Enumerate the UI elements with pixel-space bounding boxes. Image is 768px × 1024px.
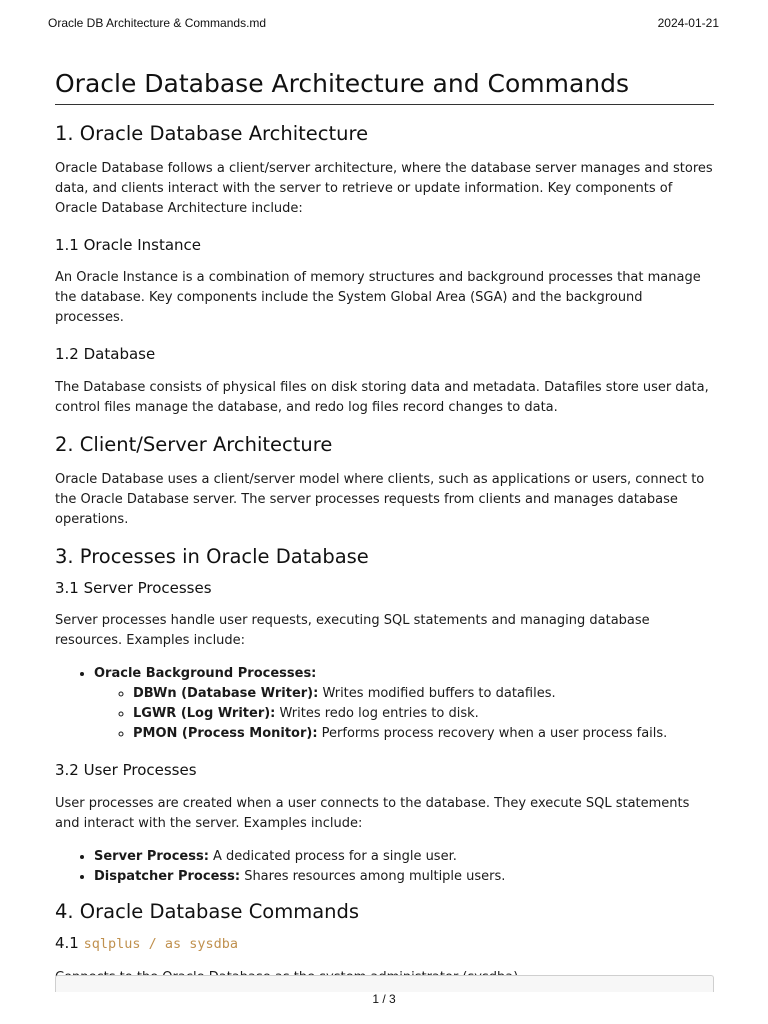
list-item-desc: A dedicated process for a single user. bbox=[208, 849, 457, 864]
section-3-2-heading: 3.2 User Processes bbox=[55, 761, 197, 779]
list-item bbox=[94, 847, 714, 867]
list-item bbox=[133, 704, 714, 724]
print-header bbox=[48, 16, 719, 32]
document-body bbox=[55, 62, 714, 988]
list-item-desc: Writes redo log entries to disk. bbox=[275, 706, 479, 721]
document-date: 2024-01-21 bbox=[657, 16, 719, 30]
list-item-desc: Writes modified buffers to datafiles. bbox=[318, 686, 556, 701]
list-item-desc: Shares resources among multiple users. bbox=[240, 869, 506, 884]
background-processes-list bbox=[94, 684, 714, 744]
section-1-1-text: An Oracle Instance is a combination of memory structures and background processes that manage the database. Key components include the System Global Area (SGA) and the background processes. bbox=[55, 270, 701, 325]
server-processes-list bbox=[55, 664, 714, 744]
section-4-heading: 4. Oracle Database Commands bbox=[55, 900, 360, 923]
section-1-2-text: The Database consists of physical files on disk storing data and metadata. Datafiles store user data, control files manage the database, and redo log files record changes to data. bbox=[55, 380, 709, 415]
section-3-1-heading: 3.1 Server Processes bbox=[55, 579, 212, 597]
section-1-heading: 1. Oracle Database Architecture bbox=[55, 122, 369, 145]
section-4-1-number: 4.1 bbox=[55, 934, 84, 952]
list-item bbox=[133, 684, 714, 704]
list-item-term: DBWn (Database Writer): bbox=[133, 686, 319, 701]
list-item bbox=[94, 664, 714, 744]
section-2-heading: 2. Client/Server Architecture bbox=[55, 433, 333, 456]
list-item-term: PMON (Process Monitor): bbox=[133, 726, 318, 741]
section-2-text: Oracle Database uses a client/server model where clients, such as applications or users, connect to the Oracle Database server. The server processes requests from clients and manages database operations. bbox=[55, 472, 705, 527]
list-item bbox=[94, 867, 714, 887]
command-code: sqlplus / as sysdba bbox=[83, 936, 239, 952]
user-processes-list bbox=[55, 847, 714, 887]
list-item-term: Dispatcher Process: bbox=[94, 869, 241, 884]
section-1-2-heading: 1.2 Database bbox=[55, 345, 156, 363]
section-1-1-heading: 1.1 Oracle Instance bbox=[55, 236, 202, 254]
page-title: Oracle Database Architecture and Commands bbox=[55, 68, 714, 105]
section-3-2-text: User processes are created when a user connects to the database. They execute SQL statements and interact with the server. Examples include: bbox=[55, 796, 690, 831]
list-item-desc: Performs process recovery when a user process fails. bbox=[317, 726, 668, 741]
section-3-heading: 3. Processes in Oracle Database bbox=[55, 545, 369, 568]
page-number: 1 / 3 bbox=[0, 992, 768, 1024]
section-1-intro: Oracle Database follows a client/server architecture, where the database server manages and stores data, and clients interact with the server to retrieve or update information. Key components of Oracle Database Architecture include: bbox=[55, 161, 713, 216]
list-item-term: Oracle Background Processes: bbox=[94, 666, 317, 681]
list-item-term: LGWR (Log Writer): bbox=[133, 706, 276, 721]
section-3-1-text: Server processes handle user requests, executing SQL statements and managing database resources. Examples include: bbox=[55, 613, 650, 648]
list-item bbox=[133, 724, 714, 744]
document-filename: Oracle DB Architecture & Commands.md bbox=[48, 16, 267, 30]
list-item-term: Server Process: bbox=[94, 849, 209, 864]
section-4-1-heading bbox=[55, 933, 714, 954]
